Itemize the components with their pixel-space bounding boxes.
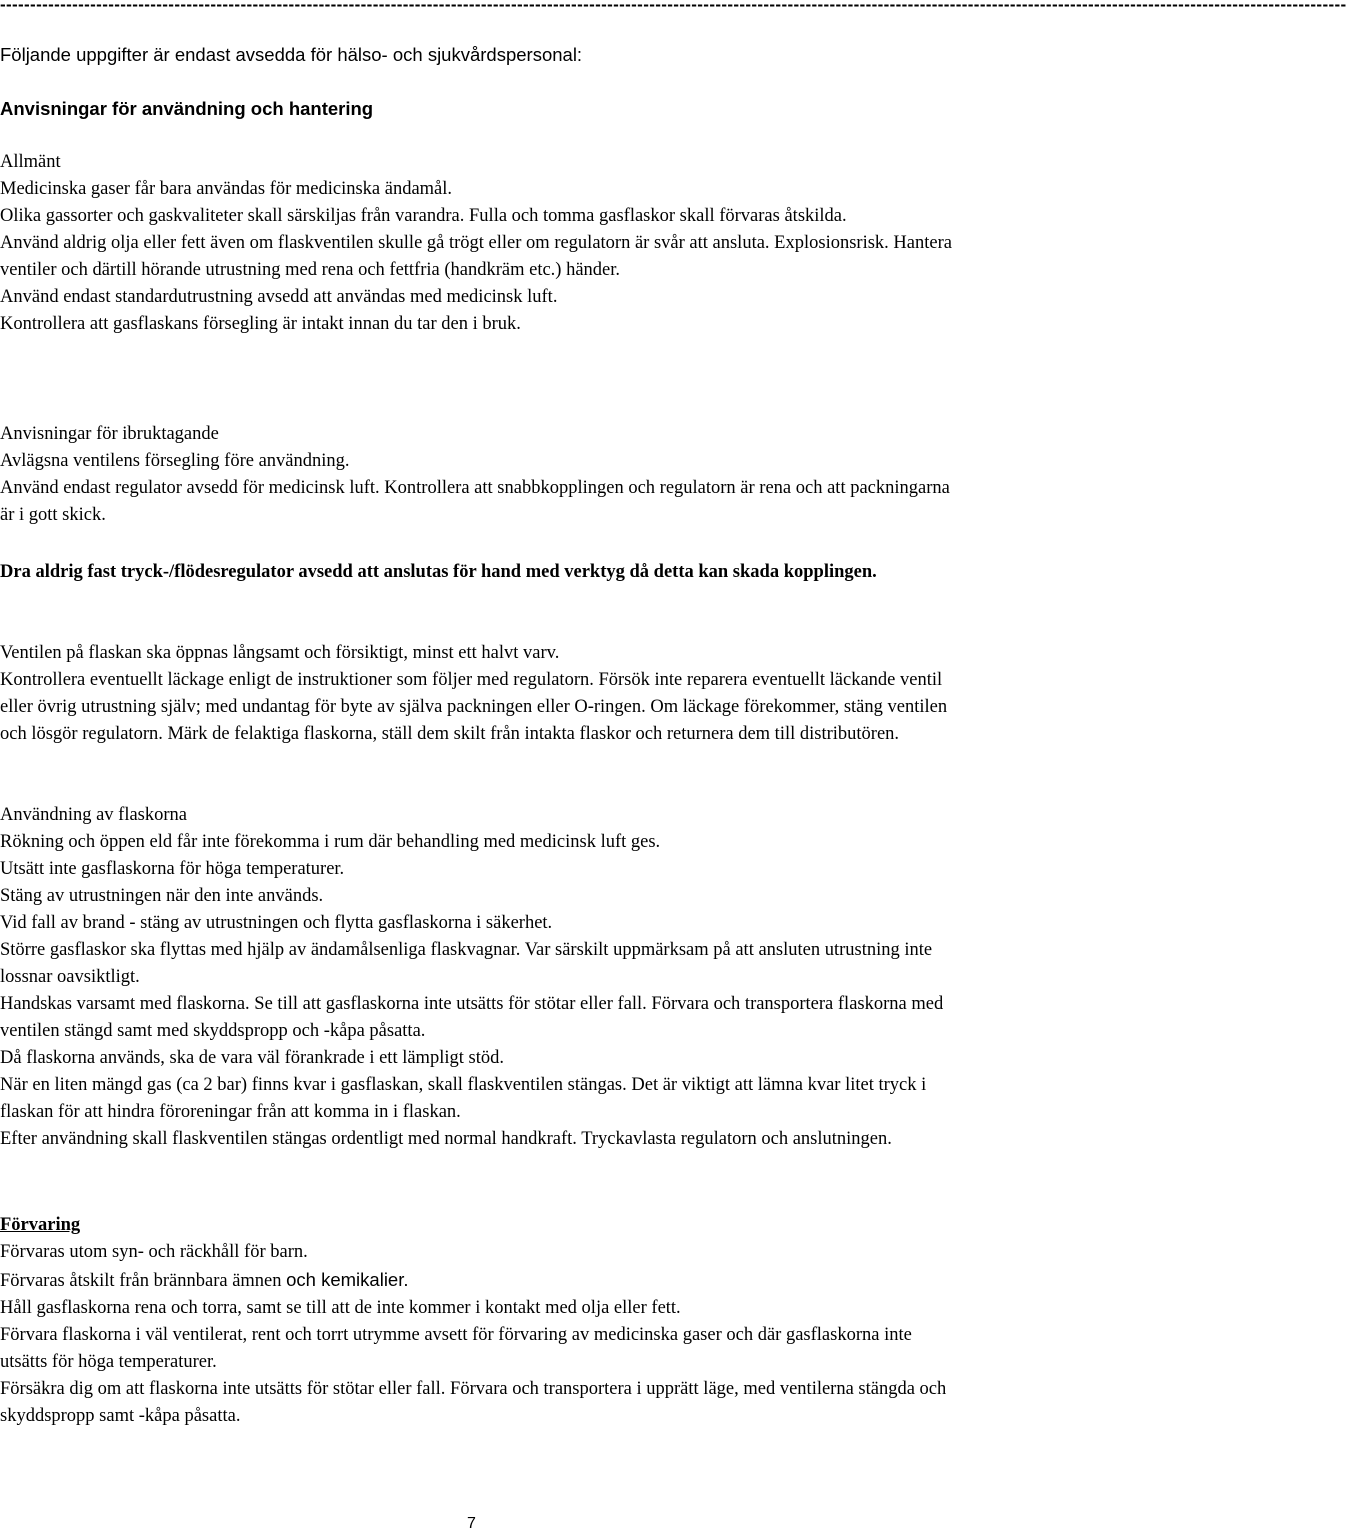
ibruktagande-line-1: Avlägsna ventilens försegling före användning. bbox=[0, 451, 350, 471]
section-heading-forvaring: Förvaring bbox=[0, 1215, 81, 1235]
page-number: 7 bbox=[467, 1515, 476, 1532]
forvaring-line-5: Försäkra dig om att flaskorna inte utsätts för stötar eller fall. Förvara och transportera i upprätt läge, med ventilerna stängda och skyddspropp samt -kåpa påsatta. bbox=[0, 1379, 947, 1426]
anvandning-line-9: Efter användning skall flaskventilen stängas ordentligt med normal handkraft. Tryckavlasta regulatorn och anslutningen. bbox=[0, 1129, 892, 1149]
title-block bbox=[0, 95, 958, 122]
anvandning-line-7: Då flaskorna används, ska de vara väl förankrade i ett lämpligt stöd. bbox=[0, 1048, 504, 1068]
section-heading-allmant: Allmänt bbox=[0, 152, 61, 172]
forvaring-line-2 bbox=[0, 1266, 958, 1295]
anvandning-line-5: Större gasflaskor ska flyttas med hjälp av ändamålsenliga flaskvagnar. Var särskilt uppmärksam på att ansluten utrustning inte lossnar oavsiktligt. bbox=[0, 940, 933, 987]
section-allmant bbox=[0, 149, 958, 338]
forvaring-line-1: Förvaras utom syn- och räckhåll för barn. bbox=[0, 1242, 308, 1262]
warning-text: Dra aldrig fast tryck-/flödesregulator avsedd att anslutas för hand med verktyg då detta kan skada kopplingen. bbox=[0, 562, 877, 582]
anvandning-line-4: Vid fall av brand - stäng av utrustningen och flytta gasflaskorna i säkerhet. bbox=[0, 913, 553, 933]
intro-text: Följande uppgifter är endast avsedda för hälso- och sjukvårdspersonal: bbox=[0, 44, 583, 65]
allmant-line-2: Olika gassorter och gaskvaliteter skall särskiljas från varandra. Fulla och tomma gasflaskor skall förvaras åtskilda. bbox=[0, 206, 847, 226]
section-ventil bbox=[0, 640, 958, 748]
anvandning-line-3: Stäng av utrustningen när den inte används. bbox=[0, 886, 324, 906]
ibruktagande-line-2: Använd endast regulator avsedd för medicinsk luft. Kontrollera att snabbkopplingen och regulatorn är rena och att packningarna är i gott skick. bbox=[0, 478, 950, 525]
anvandning-line-2: Utsätt inte gasflaskorna för höga temperaturer. bbox=[0, 859, 345, 879]
allmant-line-5: Kontrollera att gasflaskans försegling är intakt innan du tar den i bruk. bbox=[0, 314, 521, 334]
ventil-line-1: Ventilen på flaskan ska öppnas långsamt och försiktigt, minst ett halvt varv. bbox=[0, 643, 560, 663]
section-heading-anvandning: Användning av flaskorna bbox=[0, 805, 188, 825]
warning-block bbox=[0, 559, 958, 586]
intro-block bbox=[0, 41, 958, 68]
forvaring-line-2-serif: Förvaras åtskilt från brännbara ämnen bbox=[0, 1271, 287, 1291]
allmant-line-1: Medicinska gaser får bara användas för medicinska ändamål. bbox=[0, 179, 453, 199]
ventil-line-2: Kontrollera eventuellt läckage enligt de instruktioner som följer med regulatorn. Försök inte reparera eventuellt läckande ventil eller övrig utrustning själv; med undantag för byte av själva packningen eller O-ringen. Om läckage förekommer, stäng ventilen och lösgör regulatorn. Märk de felaktiga flaskorna, ställ dem skilt från intakta flaskor och returnera dem till distributören. bbox=[0, 670, 948, 744]
forvaring-line-3: Håll gasflaskorna rena och torra, samt se till att de inte kommer i kontakt med olja eller fett. bbox=[0, 1298, 681, 1318]
section-anvandning bbox=[0, 802, 958, 1153]
section-forvaring bbox=[0, 1212, 958, 1430]
allmant-line-4: Använd endast standardutrustning avsedd att användas med medicinsk luft. bbox=[0, 287, 558, 307]
section-heading-ibruktagande: Anvisningar för ibruktagande bbox=[0, 424, 219, 444]
anvandning-line-6: Handskas varsamt med flaskorna. Se till att gasflaskorna inte utsätts för stötar eller fall. Förvara och transportera flaskorna med ventilen stängd samt med skyddspropp och -kåpa påsatta. bbox=[0, 994, 944, 1041]
forvaring-line-2-sans: och kemikalier. bbox=[286, 1269, 409, 1290]
anvandning-line-1: Rökning och öppen eld får inte förekomma i rum där behandling med medicinsk luft ges. bbox=[0, 832, 661, 852]
section-ibruktagande bbox=[0, 421, 958, 529]
page-title: Anvisningar för användning och hantering bbox=[0, 98, 374, 119]
forvaring-line-4: Förvara flaskorna i väl ventilerat, rent och torrt utrymme avsett för förvaring av medicinska gaser och där gasflaskorna inte utsätts för höga temperaturer. bbox=[0, 1325, 912, 1372]
anvandning-line-8: När en liten mängd gas (ca 2 bar) finns kvar i gasflaskan, skall flaskventilen stängas. Det är viktigt att lämna kvar litet tryck i flaskan för att hindra föroreningar från att komma in i flaskan. bbox=[0, 1075, 927, 1122]
allmant-line-3: Använd aldrig olja eller fett även om flaskventilen skulle gå trögt eller om regulatorn är svår att ansluta. Explosionsrisk. Hantera ventiler och därtill hörande utrustning med rena och fettfria (handkräm etc.) händer. bbox=[0, 233, 952, 280]
header-dashed-rule: -------------------------------------------------------------------------------------------------------------------------------------------------------------------------------------------------------------------------------- bbox=[0, 0, 1347, 14]
